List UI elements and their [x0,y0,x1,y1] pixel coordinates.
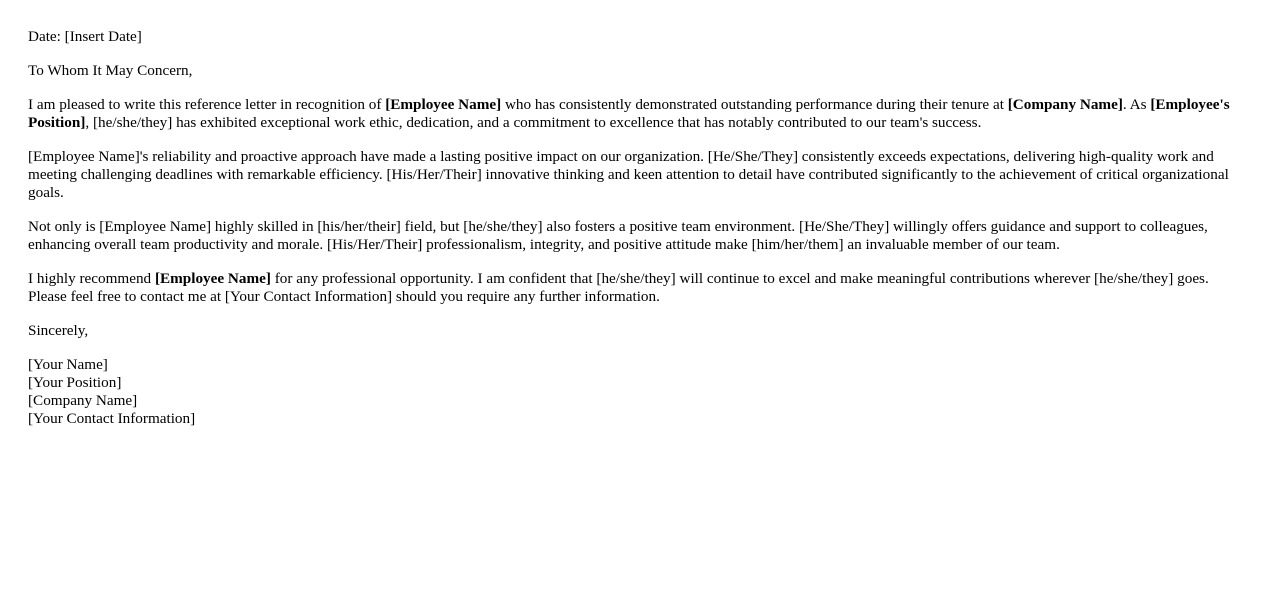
paragraph-text: I highly recommend [28,270,155,287]
closing: Sincerely, [28,322,89,339]
employee-name-placeholder: [Employee Name] [385,96,502,113]
signature-name: [Your Name] [28,356,108,373]
paragraph-introduction [28,96,1243,132]
employee-name-placeholder: [Employee Name] [154,270,271,287]
paragraph-teamwork: Not only is [Employee Name] highly skilled in [his/her/their] field, but [he/she/they] also fosters a positive team environment. [He/She/They] willingly offers guidance and support to colleagues, enhancing overall team productivity and morale. [His/Her/Their] professionalism, integrity, and positive attitude make [him/her/them] an invaluable member of our team. [28,218,1208,253]
date-line: Date: [Insert Date] [28,28,142,45]
company-name-placeholder: [Company Name] [1007,96,1123,113]
paragraph-text: for any professional opportunity. I am confident that [he/she/they] will continue to excel and make meaningful contributions wherever [he/she/they] goes. Please feel free to contact me at [Your Contact Information] should you require any further information. [28,270,1209,305]
paragraph-reliability: [Employee Name]'s reliability and proactive approach have made a lasting positive impact on our organization. [He/She/They] consistently exceeds expectations, delivering high-quality work and meeting challenging deadlines with remarkable efficiency. [His/Her/Their] innovative thinking and keen attention to detail have contributed significantly to the achievement of critical organizational goals. [28,148,1229,201]
reference-letter [28,28,1243,444]
paragraph-text: . As [1122,96,1151,113]
signature-block [28,356,1243,428]
signature-position: [Your Position] [28,374,122,391]
signature-contact: [Your Contact Information] [28,410,196,427]
paragraph-text: who has consistently demonstrated outstanding performance during their tenure at [501,96,1008,113]
employee-position-placeholder: [Employee's Position] [28,96,1230,131]
signature-company: [Company Name] [28,392,138,409]
paragraph-text: I am pleased to write this reference letter in recognition of [28,96,386,113]
paragraph-recommendation [28,270,1243,306]
salutation: To Whom It May Concern, [28,62,193,79]
paragraph-text: , [he/she/they] has exhibited exceptional work ethic, dedication, and a commitment to excellence that has notably contributed to our team's success. [85,114,982,131]
